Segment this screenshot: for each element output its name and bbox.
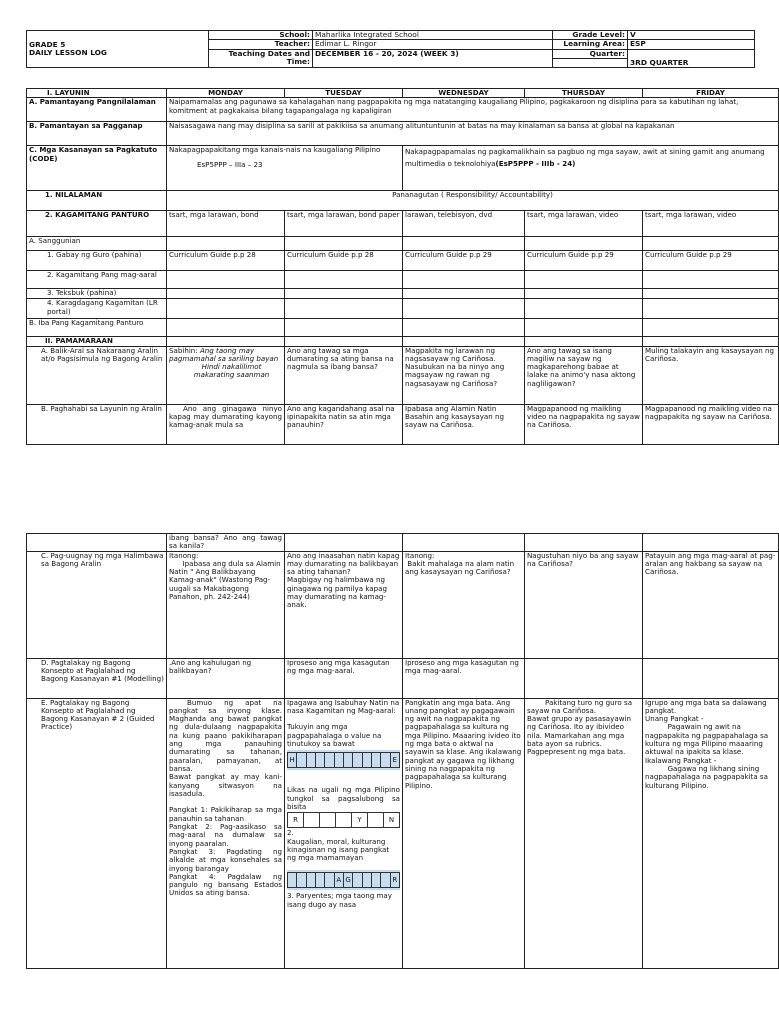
answer-box [381,872,390,888]
pag-uugnay-thu: Nagustuhan niyo ba ang sayaw na Cariñosa? [525,551,643,658]
answer-box [363,872,372,888]
pamantayang-pangnilalaman-text: Naipamamalas ang pagunawa sa kahalagahan nang pagpapakita ng mga natatanging kaugaliang Pilipino, pagkakaroon ng disiplina para sa kabutihan ng lahat, komitment at pagkakaisa bilang tagapangalaga ng kapaligiran [167,98,779,122]
pagtalakay1-fri [643,658,779,698]
pagtalakay2-fri-text: Igrupo ang mga bata sa dalawang pangkat. Unang Pangkat - Pagawain ng awit na nagpapakita ng pagpapahalaga sa kultura ng mga Pilipino maaaring aktuwal na ipakita sa klase. Ikalawang Pangkat - Gagawa ng likhang sining nagpapahalaga na pagpapakita sa kulturang Pilipino. [645,697,769,790]
teksbuk-label: 3. Teksbuk (pahina) [27,289,167,299]
quarter-value: 3RD QUARTER [628,49,755,67]
day-tuesday: TUESDAY [285,89,403,98]
gabay-thu: Curriculum Guide p.p 29 [525,251,643,271]
balik-aral-mon-prefix: Sabihin: [169,345,200,355]
answer-boxes-3 [287,870,400,890]
layunin-heading: I. LAYUNIN [27,89,167,98]
answer-box: N [384,812,400,828]
pag-uugnay-wed-text: Itanong: Bakit mahalaga na alam natin ang kasaysayan ng Cariñosa? [405,550,515,577]
balik-aral-wed: Magpakita ng larawan ng nagsasayaw ng Cariñosa. Nasubukan na ba ninyo ang magsayaw ng rawan ng nagsasayaw ng Cariñosa? [403,346,525,404]
kasanayan-mon-tue-code: EsP5PPP – IIIa – 23 [197,159,263,169]
answer-box [335,752,344,768]
pagtalakay2-thu-text: Pakitang turo ng guro sa sayaw na Cariñosa. Bawat grupo ay pasasayawin ng Cariñosa. Ito ay ibivideo nila. Mamarkahan ang mga bata ayon sa rubrics. Pagpepresent ng mga bata. [527,697,633,757]
kagamitang-mon: tsart, mga larawan, bond [167,211,285,237]
kagamitang-fri: tsart, mga larawan, video [643,211,779,237]
pagtalakay2-tue-b: Likas na ugali ng mga Pilipino tungkol sa pagsalubong sa bisita [287,785,403,811]
pagtalakay2-tue-c: 2. Kaugalian, moral, kulturang kinagisnan ng isang pangkat ng mga mamamayan [287,828,390,863]
answer-box: R [287,812,304,828]
paghahabi-thu: Magpapanood ng maikling video na nagpapakita ng sayaw na Cariñosa. [525,404,643,444]
answer-boxes-2 [287,813,400,827]
pag-uugnay-wed [403,551,525,658]
balik-aral-fri: Muling talakayin ang kasaysayan ng Cariñosa. [643,346,779,404]
answer-box [344,752,353,768]
pag-uugnay-tue [285,551,403,658]
answer-box [372,752,381,768]
pagtalakay2-thu [525,698,643,968]
pagtalakay2-label: E. Pagtalakay ng Bagong Konsepto at Paglalahad ng Bagong Kasanayan # 2 (Guided Practice) [27,698,167,968]
karagdagang-label: 4. Karagdagang Kagamitan (LR portal) [27,299,167,319]
answer-box [372,872,381,888]
iba-pang-label: B. Iba Pang Kagamitang Panturo [27,319,167,337]
answer-box [304,812,320,828]
pagtalakay2-tue [285,698,403,968]
answer-box [381,752,390,768]
answer-box [368,812,384,828]
answer-box [307,872,316,888]
answer-box: H [287,752,297,768]
kasanayan-label: C. Mga Kasanayan sa Pagkatuto (CODE) [27,146,167,191]
answer-box [353,872,362,888]
answer-box [316,872,325,888]
header-table [26,30,755,68]
balik-aral-tue: Ano ang tawag sa mga dumarating sa ating bansa na nagmula sa ibang bansa? [285,346,403,404]
kagamitang-tue: tsart, mga larawan, bond paper [285,211,403,237]
pag-uugnay-fri: Patayuin ang mga mag-aaral at pag-aralan ang hakbang sa sayaw na Cariñosa. [643,551,779,658]
balik-aral-thu: Ano ang tawag sa isang magiliw na sayaw ng magkaparehong babae at lalake na animo'y nasa aktong nagliligawan? [525,346,643,404]
gabay-tue: Curriculum Guide p.p 28 [285,251,403,271]
answer-box: E [391,752,400,768]
kasanayan-mon-tue-text: Nakapagpapakitang mga kanais-nais na kaugaliang Pilipino [169,145,381,155]
lesson-table-page1 [26,88,779,445]
answer-box [336,812,352,828]
answer-box [325,872,334,888]
gabay-wed: Curriculum Guide p.p 29 [403,251,525,271]
dates-label: Teaching Dates and Time: [209,49,313,67]
quarter-label: Quarter: [553,49,628,58]
day-friday: FRIDAY [643,89,779,98]
gabay-mon: Curriculum Guide p.p 28 [167,251,285,271]
pamantayan-pagganap-text: Naisasagawa nang may disiplina sa sarili at pakikiisa sa anumang alituntuntunin at batas na may kinalaman sa bansa at global na kapakanan [167,122,779,146]
pag-uugnay-label: C. Pag-uugnay ng mga Halimbawa sa Bagong Aralin [27,551,167,658]
pagtalakay2-fri [643,698,779,968]
learning-area-value: ESP [628,40,755,49]
grade-title: GRADE 5 [29,39,66,49]
kasanayan-wed-fri-code: (EsP5PPP - IIIb - 24) [495,159,576,169]
kagamitang-thu: tsart, mga larawan, video [525,211,643,237]
paghahabi-tue: Ano ang kagandahang asal na ipinapakita natin sa atin mga panauhin? [285,404,403,444]
pag-uugnay-mon-text: Itanong: Ipabasa ang dula sa Alamin Natin " Ang Balikbayang Kamag-anak" (Wastong Pag-uugali sa Makabagong Panahon, ph. 242-244) [169,550,281,602]
kasanayan-wed-fri-text: Nakapagpapamalas ng pagkamalikhain sa pagbuo ng mga sayaw, awit at sining gamit ang anumang multimedia o teknolohiya [405,147,765,169]
balik-aral-mon-quote: Hindi nakalilimot makarating saanman [193,362,270,380]
nilalaman-label: 1. NILALAMAN [27,191,167,211]
nilalaman-text: Pananagutan ( Responsibility/ Accountability) [167,191,779,211]
pamantayan-pagganap-label: B. Pamantayan sa Pagganap [27,122,167,146]
pagtalakay1-thu [525,658,643,698]
lesson-table-page2 [26,533,779,969]
kagamitang-label: 2. KAGAMITANG PANTURO [27,211,167,237]
answer-box: A [335,872,344,888]
paghahabi-label: B. Paghahabi sa Layunin ng Aralin [27,404,167,444]
paghahabi-wed: Ipabasa ang Alamin Natin Basahin ang kasaysayan ng sayaw na Cariñosa. [403,404,525,444]
kagamitang-mag-aaral-label: 2. Kagamitang Pang mag-aaral [27,271,167,289]
paghahabi-mon: Ano ang ginagawa ninyo kapag may dumarating kayong kamag-anak mula sa [167,404,285,444]
pagtalakay2-tue-a: Ipagawa ang Isabuhay Natin na nasa Kagamitan ng Mag-aaral: Tukuyin ang mga pagpapahalaga o value na tinutukoy sa bawat [287,697,400,749]
pag-uugnay-mon [167,551,285,658]
pagtalakay2-mon-text: Bumuo ng apat na pangkat sa inyong klase. Maghanda ang bawat pangkat ng dula-dulaang nagpapakita na kung paano pakikiharapan ang mga panauhing dumarating sa tahanan, paaralan, pamayanan, at bansa. Bawat pangkat ay may kani-kanyang sitwasyon na isasadula. Pangkat 1: Pakikiharap sa mga panauhin sa tahanan Pangkat 2: Pag-aasikaso sa mag-aaral na dumalaw sa inyong paaralan. Pangkat 3: Pagdating ng alkalde at mga konsehales sa inyong barangay Pangkat 4: Pagdalaw ng pangulo ng bansang Estados Unidos sa ating bansa. [169,697,282,898]
answer-box: G [344,872,353,888]
school-value: Maharlika Integrated School [313,31,553,40]
pagtalakay1-wed: Iproseso ang mga kasagutan ng mga mag-aaral. [403,658,525,698]
balik-aral-mon [167,346,285,404]
pagtalakay2-tue-d: 3. Paryentes; mga taong may isang dugo ay nasa [287,891,395,909]
dates-value: DECEMBER 16 - 20, 2024 (WEEK 3) [313,49,553,67]
pagtalakay1-label: D. Pagtalakay ng Bagong Konsepto at Paglalahad ng Bagong Kasanayan #1 (Modelling) [27,658,167,698]
log-title: DAILY LESSON LOG [29,48,107,58]
day-thursday: THURSDAY [525,89,643,98]
pagtalakay2-mon [167,698,285,968]
teacher-label: Teacher: [209,40,313,49]
gabay-label: 1. Gabay ng Guro (pahina) [27,251,167,271]
answer-box [316,752,325,768]
answer-box [353,752,362,768]
day-monday: MONDAY [167,89,285,98]
balik-aral-mon-italic: Ang taong may pagmamahal sa sariling bayan [169,345,279,363]
answer-boxes-1 [287,750,400,770]
pamantayang-pangnilalaman-label: A. Pamantayang Pangnilalaman [27,98,167,122]
answer-box [297,752,306,768]
kasanayan-wed-fri [403,146,779,191]
quarter-spacer [553,59,628,68]
answer-box [297,872,306,888]
sanggunian-label: A. Sanggunian [27,237,167,251]
kagamitang-wed: larawan, telebisyon, dvd [403,211,525,237]
answer-box [320,812,336,828]
answer-box [363,752,372,768]
gabay-fri: Curriculum Guide p.p 29 [643,251,779,271]
grade-title-cell [27,31,209,68]
school-label: School: [209,31,313,40]
grade-level-value: V [628,31,755,40]
kasanayan-mon-tue [167,146,403,191]
answer-box [307,752,316,768]
answer-box: R [391,872,400,888]
day-wednesday: WEDNESDAY [403,89,525,98]
answer-box [325,752,334,768]
pagtalakay2-wed: Pangkatin ang mga bata. Ang unang pangkat ay pagagawain ng awit na nagpapakita ng pagpapahalaga sa kultura ng mga Pilipino. Maaaring ivideo ito ng mga bata o aktwal na sayawin sa klase. Ang ikalawang pangkat ay gagawa ng likhang sining na nagpapakita ng pagpapahalaga sa kulturang Pilipino. [403,698,525,968]
cont-mon: ibang bansa? Ano ang tawag sa kanila? [167,534,285,552]
learning-area-label: Learning Area: [553,40,628,49]
paghahabi-fri: Magpapanood ng maikling video na nagpapakita ng sayaw na Cariñosa. [643,404,779,444]
pagtalakay1-tue: Iproseso ang mga kasagutan ng mga mag-aaral. [285,658,403,698]
answer-box [287,872,297,888]
answer-box: Y [352,812,368,828]
pag-uugnay-tue-text: Ano ang inaasahan natin kapag may dumarating na balikbayan sa ating tahanan? Magbigay ng halimbawa ng ginagawa ng pamilya kapag may dumarating na kamag-anak. [287,550,400,610]
teacher-value: Edimar L. Ringor [313,40,553,49]
grade-level-label: Grade Level: [553,31,628,40]
pamamaraan-heading: II. PAMAMARAAN [27,337,167,346]
balik-aral-label: A. Balik-Aral sa Nakaraang Aralin at/o Pagsisimula ng Bagong Aralin [27,346,167,404]
pagtalakay1-mon: .Ano ang kahulugan ng balikbayan? [167,658,285,698]
